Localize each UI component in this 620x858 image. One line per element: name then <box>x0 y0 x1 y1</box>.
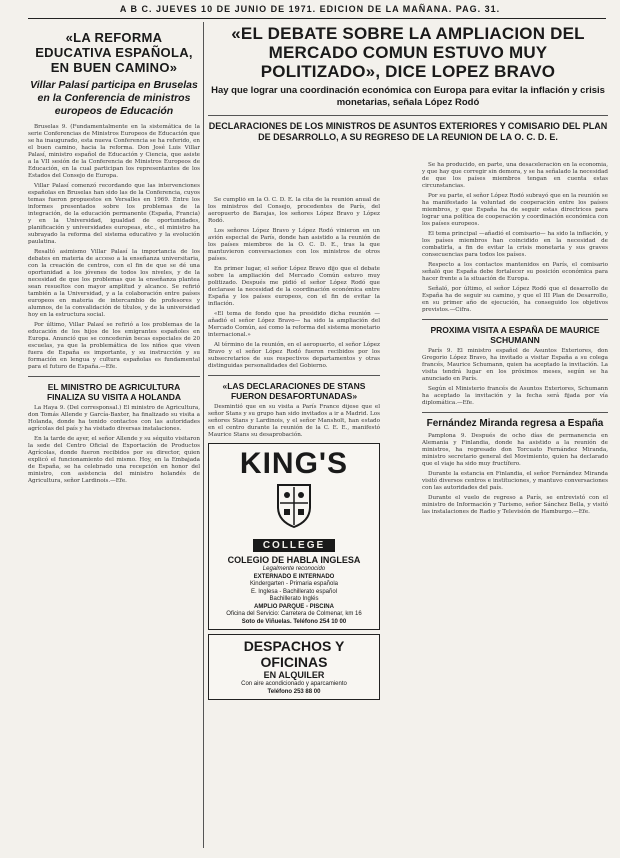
article-paragraph: Los señores López Bravo y López Rodó vinieron en un avión especial de París, donde han asistido a la reunión de los países miembros de la O. C. D. E., tras la que mantuvieron conversaciones con los ministros de otros países. <box>208 228 380 262</box>
ad-internado: EXTERNADO E INTERNADO <box>253 573 335 580</box>
headline-reforma: «LA REFORMA EDUCATIVA ESPAÑOLA, EN BUEN CAMINO» <box>35 30 193 75</box>
article-paragraph: Villar Palasí comenzó recordando que las intervenciones españolas en Bruselas han sido las de la Conferencia, cuyos temas fueron propuestos en Versalles en 1969. Entre los informes presentados sobre los problemas de la integración, de la educación permanente (España, Francia) y en la Universidad, igualdad de oportunidades, planificación y universidades europeas, etc., el ministro ha subrayado la reforma del sistema educativo y la evolución paulatina. <box>28 183 200 245</box>
column-left <box>28 22 200 848</box>
ad-school: COLEGIO DE HABLA INGLESA <box>227 555 361 565</box>
running-head: A B C. JUEVES 10 DE JUNIO DE 1971. EDICION DE LA MAÑANA. PAG. 31. <box>119 4 501 14</box>
ad-phone: Soto de Viñuelas. Teléfono 254 10 00 <box>241 618 347 625</box>
headline-debate: «EL DEBATE SOBRE LA AMPLIACION DEL MERCADO COMUN ESTUVO MUY POLITIZADO», DICE LOPEZ BRAVO <box>231 24 585 81</box>
article-paragraph: Durante el vuelo de regreso a París, se entrevistó con el ministro de Información y Turismo, señor Sánchez Bella, y visitó las instalaciones de Radio y Televisión de Hamburgo.—Efe. <box>422 495 608 515</box>
article-paragraph: Bruselas 9. (Fundamentalmente en la sistemática de la serie Conferencias de Ministros Europeos de Educación que se ha inaugurado, esta nueva Conferencia se ha referido, en el buen camino, hacia la reforma. Don José Luis Villar Palasí, ministro español de Educación y Ciencia, que asiste a la VII sesión de la Conferencia de Ministros Europeos de Educación, en la cual participan los representantes de los Estados del Consejo de Europa. <box>28 124 200 179</box>
subhead-villar-palasi: Villar Palasí participa en Bruselas en la Conferencia de ministros europeos de Educación <box>30 79 198 117</box>
ad-levels2: E. Inglesa - Bachillerato español <box>250 588 338 595</box>
column-rule <box>203 22 204 848</box>
article-paragraph: Se ha producido, en parte, una desaceleración en la economía, y que hay que corregir sin demora, y se ha señalado la necesidad de que los países miembros tengan en cuenta estas circunstancias. <box>422 162 608 189</box>
ad-levels: Kindergarten - Primaria española <box>249 581 339 587</box>
subhead-coordinacion: Hay que lograr una coordinación económica con Europa para evitar la inflación y crisis monetarias, señala López Rodó <box>211 85 605 108</box>
column-main <box>208 22 608 848</box>
divider <box>208 115 608 116</box>
ad-brand-college: COLLEGE <box>253 539 335 552</box>
column-middle <box>208 197 380 704</box>
article-paragraph: Pamplona 9. Después de ocho días de permanencia en Alemania y Finlandia, donde ha asistido a la reunión de ministros, ha regresado don Torcuato Fernández Miranda, ministro secretario general del Movimiento, quien ha declarado que el viaje ha sido muy fructífero. <box>422 433 608 467</box>
ad-pool: AMPLIO PARQUE - PISCINA <box>254 603 334 610</box>
divider <box>422 319 608 320</box>
article-paragraph: Por último, Villar Palasí se refirió a los problemas de la educación de los hijos de los emigrantes españoles en Europa. Anunció que se concederán becas especiales de 20 escuelas, ya que la problemática de los niños que viven fuera de España es importante, y su instrucción y su formación en lengua y cultura españolas es fundamental para el futuro de España.—Efe. <box>28 322 200 370</box>
article-paragraph: En primer lugar, el señor López Bravo dijo que el debate sobre la ampliación del Mercado Común estuvo muy politizado. Después me pidió el señor López Rodó que declarase la necesidad de la coordinación económica entre España y los países europeos, con el fin de evitar la inflación. <box>208 266 380 307</box>
article-paragraph: Señaló, por último, el señor López Rodó que el desarrollo de España ha de seguir su camino, y que el III Plan de Desarrollo, en su primer año de ejecución, ha conseguido los objetivos previstos.—Cifra. <box>422 286 608 313</box>
article-paragraph: Se cumplió en la O. C. D. E. la cita de la reunión anual de los ministros del Consejo, procedentes de París, del aeropuerto de Barajas, los señores López Bravo y López Rodó. <box>208 197 380 224</box>
kings-college-ad <box>208 443 380 630</box>
column-right <box>422 162 608 519</box>
ad2-phone: Teléfono 253 88 00 <box>267 688 321 695</box>
article-paragraph: «El tema de fondo que ha presidido dicha reunión —añadió el señor López Bravo— ha sido la ampliación del Mercado Común, así como la reforma del sistema monetario internacional.» <box>208 311 380 338</box>
ad2-detail: Con aire acondicionado y aparcamiento <box>241 681 347 687</box>
headline-agricultura: EL MINISTRO DE AGRICULTURA FINALIZA SU VISITA A HOLANDA <box>46 382 182 402</box>
ad-brand: KING'S <box>239 447 349 480</box>
article-paragraph: En la tarde de ayer, el señor Allende y su séquito visitaron la sede del Centro Oficial de Exportación de Productos Agrícolas, donde fueron recibidos por su director, quien explicó el funcionamiento del mismo. Hoy, en la Embajada de España, se ha celebrado una recepción en honor del ministro, con asistencia del ministro holandés de Agricultura, señor Lardinois.—Efe. <box>28 436 200 484</box>
divider <box>422 412 608 413</box>
headline-schumann: PROXIMA VISITA A ESPAÑA DE MAURICE SCHUMANN <box>430 325 600 345</box>
despachos-ad <box>208 634 380 700</box>
ad-address: Oficina del Servicio: Carretera de Colmenar, km 16 <box>226 611 362 617</box>
article-paragraph: Respecto a los contactos mantenidos en París, el comisario señaló que España debe fortalecer su posición económica para hacer frente a la situación de Europa. <box>422 262 608 282</box>
article-paragraph: El tema principal —añadió el comisario— ha sido la inflación, y los países miembros han coincidido en la necesidad de combatirla, a fin de evitar la crisis monetaria y sus graves consecuencias para todos los países. <box>422 231 608 258</box>
headline-declaraciones: DECLARACIONES DE LOS MINISTROS DE ASUNTOS EXTERIORES Y COMISARIO DEL PLAN DE DESARROLLO, A SU REGRESO DE LA REUNION DE LA O. C. D. E. <box>208 121 608 142</box>
headline-fernandez-miranda: Fernández Miranda regresa a España <box>426 418 604 429</box>
ad2-title: DESPACHOS Y OFICINAS <box>243 638 345 670</box>
headline-stans: «LAS DECLARACIONES DE STANS FUERON DESAFORTUNADAS» <box>222 381 366 401</box>
divider <box>208 375 380 376</box>
article-paragraph: Al término de la reunión, en el aeropuerto, el señor López Bravo y el señor López Rodó fueron recibidos por los subsecretarios de sus respectivos departamentos y otras distinguidas personalidades del Gobierno. <box>208 342 380 369</box>
article-paragraph: La Haya 9. (Del corresponsal.) El ministro de Agricultura, don Tomás Allende y García-Baxter, ha finalizado su visita a Holanda, donde ha tenido contactos con las autoridades agrícolas del país y ha visitado diversas instalaciones. <box>28 405 200 432</box>
article-paragraph: París 9. El ministro español de Asuntos Exteriores, don Gregorio López Bravo, ha invitado a visitar España a su colega francés, Maurice Schumann, quien ha aceptado la invitación. La visita tendrá lugar en los próximos meses, según se ha anunciado en París. <box>422 348 608 382</box>
crest-icon <box>274 481 314 529</box>
article-paragraph: Durante la estancia en Finlandia, el señor Fernández Miranda visitó diversos centros e instituciones, y mantuvo conversaciones con las autoridades del país. <box>422 471 608 491</box>
divider <box>28 376 200 377</box>
top-rule <box>28 18 606 19</box>
ad2-subtitle: EN ALQUILER <box>263 670 325 680</box>
ad-levels3: Bachillerato Inglés <box>269 596 319 602</box>
article-paragraph: Desmintió que en su visita a París France dijese que el señor Stans y su grupo han sido invitados a ir a Madrid. Los señores Stans y Lardinois, y el señor Mansholt, han estado en el centro durante la reunión de la C. E. E., manifestó Maurice Stans su desaprobación. <box>208 404 380 438</box>
article-paragraph: Según el Ministerio francés de Asuntos Exteriores, Schumann ha aceptado la invitación y la fecha será fijada por vía diplomática.—Efe. <box>422 386 608 406</box>
article-paragraph: Por su parte, el señor López Rodó subrayó que en la reunión se ha manifestado la voluntad de cooperación entre los países miembros, y que España ha de seguir estas directrices para lograr una política de cooperación y coordinación económica con los países europeos. <box>422 193 608 227</box>
article-paragraph: Resaltó asimismo Villar Palasí la importancia de los debates en materia de acceso a la enseñanza universitaria, con la creación de centros, con el fin de que se dé una oportunidad a los jóvenes de todos los niveles, y de la necesidad de que los problemas que la enseñanza plantea sean resueltos con mayor amplitud y alcance. Se refirió también a la Universidad, y a la colaboración entre países europeos en materia de intercambio de profesores y alumnos, de la convalidación de títulos, y de la universidad hoy en la estructura social. <box>28 249 200 318</box>
ad-recognized: Legalmente reconocido <box>262 566 326 572</box>
